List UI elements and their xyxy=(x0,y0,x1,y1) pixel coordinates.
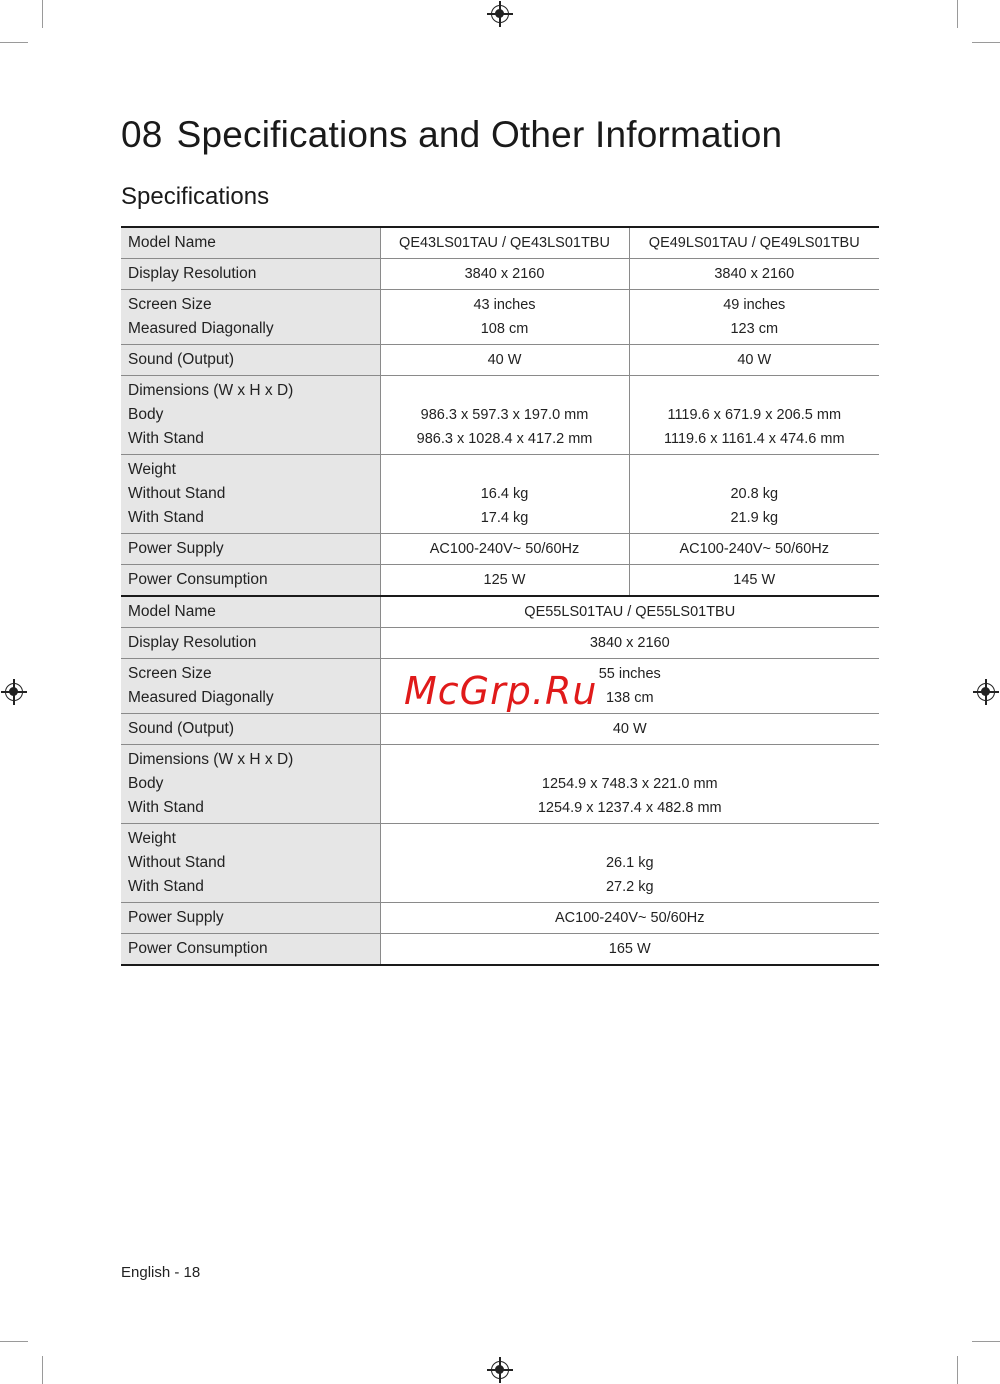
value-cell xyxy=(629,290,879,345)
value-line: 138 cm xyxy=(605,690,654,706)
crop-mark xyxy=(957,0,958,28)
value-line: 43 inches xyxy=(473,297,536,313)
value-line: 16.4 kg xyxy=(480,486,529,502)
table-row xyxy=(121,290,879,345)
value-cell xyxy=(380,824,879,903)
row-label xyxy=(121,376,380,455)
value-cell: AC100-240V~ 50/60Hz xyxy=(380,534,629,565)
label-line: Dimensions (W x H x D) xyxy=(128,751,294,768)
value-line: 27.2 kg xyxy=(605,879,654,895)
row-label: Display Resolution xyxy=(121,259,380,290)
value-cell: 3840 x 2160 xyxy=(629,259,879,290)
value-line: 108 cm xyxy=(480,321,529,337)
value-cell: 3840 x 2160 xyxy=(380,628,879,659)
model-name-cell: QE55LS01TAU / QE55LS01TBU xyxy=(380,596,879,628)
label-line: Weight xyxy=(128,461,176,478)
value-line: 1119.6 x 1161.4 x 474.6 mm xyxy=(663,431,845,447)
table-row xyxy=(121,455,879,534)
row-label: Power Supply xyxy=(121,903,380,934)
crop-mark xyxy=(972,1341,1000,1342)
table-row xyxy=(121,565,879,597)
row-label: Display Resolution xyxy=(121,628,380,659)
registration-mark-icon xyxy=(491,1361,509,1379)
row-label: Model Name xyxy=(121,227,380,259)
value-line: 55 inches xyxy=(598,666,661,682)
value-cell xyxy=(629,455,879,534)
value-cell xyxy=(380,455,629,534)
section-title: Specifications xyxy=(121,183,270,210)
table-row xyxy=(121,934,879,966)
table-row xyxy=(121,745,879,824)
label-line: Measured Diagonally xyxy=(128,689,274,706)
table-row xyxy=(121,227,879,259)
model-name-cell: QE43LS01TAU / QE43LS01TBU xyxy=(380,227,629,259)
label-line: Without Stand xyxy=(128,854,226,871)
value-line: 123 cm xyxy=(730,321,779,337)
crop-mark xyxy=(42,1356,43,1384)
label-line: Dimensions (W x H x D) xyxy=(128,382,294,399)
value-line: 986.3 x 1028.4 x 417.2 mm xyxy=(416,431,593,447)
value-line: 26.1 kg xyxy=(605,855,654,871)
value-cell: 145 W xyxy=(629,565,879,597)
value-cell: 3840 x 2160 xyxy=(380,259,629,290)
row-label xyxy=(121,745,380,824)
value-line: 986.3 x 597.3 x 197.0 mm xyxy=(420,407,589,423)
row-label: Power Supply xyxy=(121,534,380,565)
row-label: Sound (Output) xyxy=(121,714,380,745)
label-line: Screen Size xyxy=(128,665,212,682)
model-name-cell: QE49LS01TAU / QE49LS01TBU xyxy=(629,227,879,259)
chapter-title-text: Specifications and Other Information xyxy=(176,114,783,155)
value-line: 17.4 kg xyxy=(480,510,529,526)
value-cell xyxy=(380,745,879,824)
label-line: Screen Size xyxy=(128,296,212,313)
table-row xyxy=(121,534,879,565)
row-label: Power Consumption xyxy=(121,934,380,966)
value-line: 49 inches xyxy=(723,297,786,313)
label-line: Weight xyxy=(128,830,176,847)
chapter-title xyxy=(121,114,782,156)
watermark: McGrp.Ru xyxy=(404,669,598,713)
value-line: 20.8 kg xyxy=(730,486,779,502)
label-line: With Stand xyxy=(128,878,204,895)
value-cell xyxy=(380,290,629,345)
crop-mark xyxy=(0,1341,28,1342)
table-row xyxy=(121,824,879,903)
registration-mark-icon xyxy=(491,5,509,23)
value-cell: 40 W xyxy=(380,345,629,376)
table-row xyxy=(121,714,879,745)
value-cell: 40 W xyxy=(380,714,879,745)
table-row xyxy=(121,596,879,628)
value-cell: AC100-240V~ 50/60Hz xyxy=(380,903,879,934)
value-line: 1119.6 x 671.9 x 206.5 mm xyxy=(667,407,842,423)
row-label xyxy=(121,290,380,345)
label-line: With Stand xyxy=(128,509,204,526)
specifications-table xyxy=(121,226,879,966)
value-line: 1254.9 x 1237.4 x 482.8 mm xyxy=(537,800,722,816)
page-footer: English - 18 xyxy=(121,1264,201,1281)
registration-mark-icon xyxy=(977,683,995,701)
value-line: 21.9 kg xyxy=(730,510,779,526)
value-line: 1254.9 x 748.3 x 221.0 mm xyxy=(541,776,718,792)
chapter-number: 08 xyxy=(121,114,163,155)
row-label: Sound (Output) xyxy=(121,345,380,376)
label-line: Body xyxy=(128,406,164,423)
row-label: Model Name xyxy=(121,596,380,628)
table-row xyxy=(121,903,879,934)
row-label xyxy=(121,824,380,903)
table-row xyxy=(121,628,879,659)
label-line: With Stand xyxy=(128,430,204,447)
value-cell xyxy=(380,376,629,455)
label-line: Body xyxy=(128,775,164,792)
crop-mark xyxy=(42,0,43,28)
crop-mark xyxy=(0,42,28,43)
row-label xyxy=(121,659,380,714)
crop-mark xyxy=(957,1356,958,1384)
table-row xyxy=(121,345,879,376)
value-cell: 40 W xyxy=(629,345,879,376)
row-label xyxy=(121,455,380,534)
registration-mark-icon xyxy=(5,683,23,701)
label-line: Measured Diagonally xyxy=(128,320,274,337)
value-cell: AC100-240V~ 50/60Hz xyxy=(629,534,879,565)
label-line: With Stand xyxy=(128,799,204,816)
crop-mark xyxy=(972,42,1000,43)
table-row xyxy=(121,376,879,455)
value-cell: 125 W xyxy=(380,565,629,597)
row-label: Power Consumption xyxy=(121,565,380,597)
table-row xyxy=(121,259,879,290)
value-cell xyxy=(629,376,879,455)
label-line: Without Stand xyxy=(128,485,226,502)
value-cell: 165 W xyxy=(380,934,879,966)
